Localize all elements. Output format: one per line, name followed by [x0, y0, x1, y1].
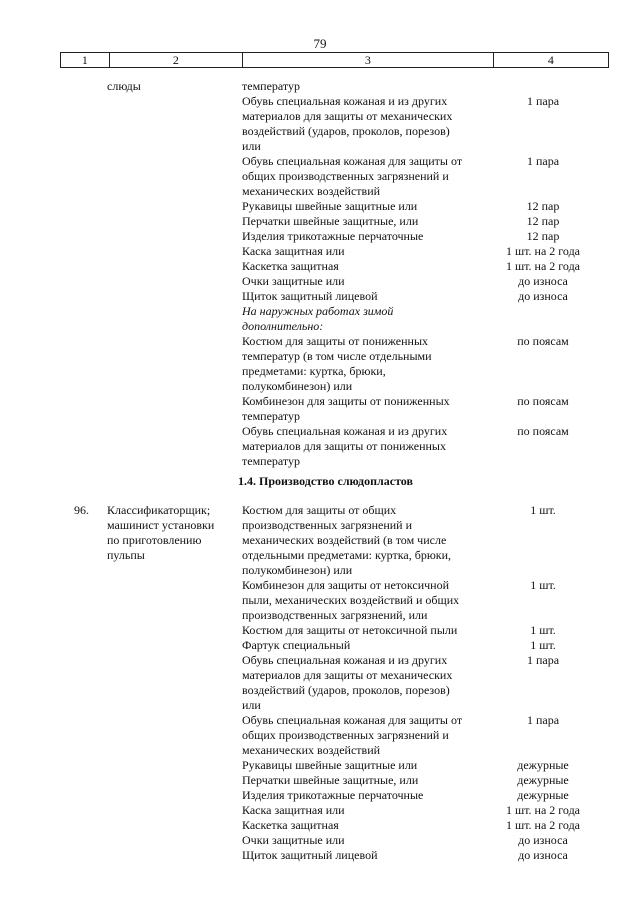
- item-quantity: по поясам: [517, 334, 569, 348]
- item-description: [242, 259, 492, 274]
- text-line: температур (в том числе отдельными: [242, 349, 432, 363]
- item-quantity: по поясам: [517, 424, 569, 438]
- text-line: общих производственных загрязнений и: [242, 728, 449, 742]
- text-line: машинист установки: [107, 518, 215, 532]
- text-line: Фартук специальный: [242, 638, 351, 652]
- text-line: механических воздействий: [242, 184, 381, 198]
- item-quantity: дежурные: [517, 788, 569, 802]
- item-quantity: 1 шт. на 2 года: [505, 818, 581, 832]
- header-col-1: 1: [61, 53, 110, 67]
- text-line: воздействий (ударов, проколов, порезов): [242, 683, 450, 697]
- text-line: материалов для защиты от пониженных: [242, 439, 446, 453]
- item-description: [242, 94, 492, 154]
- text-line: Костюм для защиты от пониженных: [242, 334, 429, 348]
- text-line: Очки защитные или: [242, 833, 345, 847]
- text-line: Щиток защитный лицевой: [242, 289, 378, 303]
- item-quantity: 1 пара: [526, 653, 560, 667]
- text-line: Каскетка защитная: [242, 259, 339, 273]
- header-col-4: 4: [547, 53, 554, 67]
- text-line: производственных загрязнений, или: [242, 608, 428, 622]
- text-line: Перчатки швейные защитные, или: [242, 214, 419, 228]
- text-line: механических воздействий: [242, 743, 381, 757]
- text-line: Рукавицы швейные защитные или: [242, 199, 418, 213]
- text-line: Обувь специальная кожаная и из других: [242, 653, 448, 667]
- text-line: Комбинезон для защиты от пониженных: [242, 394, 450, 408]
- text-line: Костюм для защиты от общих: [242, 503, 397, 517]
- text-line: Костюм для защиты от нетоксичной пыли: [242, 623, 458, 637]
- item-quantity: 1 шт.: [530, 578, 556, 592]
- text-line: Рукавицы швейные защитные или: [242, 758, 418, 772]
- text-line: полукомбинезон) или: [242, 379, 353, 393]
- text-line: Каска защитная или: [242, 244, 345, 258]
- text-line: На наружных работах зимой: [242, 304, 394, 318]
- item-description: [242, 788, 492, 803]
- item-quantity: дежурные: [517, 773, 569, 787]
- text-line: Классификаторщик;: [107, 503, 211, 517]
- item-quantity: 12 пар: [526, 214, 560, 228]
- item-quantity: 1 шт.: [530, 623, 556, 637]
- item-description: [242, 773, 492, 788]
- text-line: производственных загрязнений и: [242, 518, 413, 532]
- item-quantity: 1 шт. на 2 года: [505, 259, 581, 273]
- item-description: [242, 289, 492, 304]
- item-description: [242, 229, 492, 244]
- item-description: [242, 713, 492, 758]
- section-title: 1.4. Производство слюдопластов: [238, 474, 413, 488]
- item-quantity: до износа: [518, 274, 568, 288]
- item-description: [242, 818, 492, 833]
- header-col-3: 3: [243, 53, 494, 67]
- text-line: Каскетка защитная: [242, 818, 339, 832]
- item-description: [242, 503, 492, 578]
- item-description: [242, 848, 492, 863]
- text-line: Изделия трикотажные перчаточные: [242, 229, 424, 243]
- text-line: предметами: куртка, брюки,: [242, 364, 386, 378]
- item-quantity: 1 шт. на 2 года: [505, 244, 581, 258]
- text-line: Каска защитная или: [242, 803, 345, 817]
- item-description: [242, 578, 492, 623]
- text-line: Обувь специальная кожаная и из других: [242, 424, 448, 438]
- text-line: температур: [242, 409, 301, 423]
- text-line: Обувь специальная кожаная и из других: [242, 94, 448, 108]
- text-line: Очки защитные или: [242, 274, 345, 288]
- text-line: общих производственных загрязнений и: [242, 169, 449, 183]
- item-description: [242, 638, 492, 653]
- item-description: [242, 394, 492, 424]
- item-quantity: 12 пар: [526, 229, 560, 243]
- header-col-2: 2: [110, 53, 243, 67]
- text-line: Перчатки швейные защитные, или: [242, 773, 419, 787]
- text-line: воздействий (ударов, проколов, порезов): [242, 124, 450, 138]
- item-description: [242, 79, 492, 94]
- text-line: или: [242, 139, 261, 153]
- item-description: [242, 623, 492, 638]
- row-number: 96.: [74, 503, 89, 517]
- item-quantity: до износа: [518, 848, 568, 862]
- item-description: [242, 803, 492, 818]
- item-description: [242, 304, 492, 334]
- item-quantity: дежурные: [517, 758, 569, 772]
- text-line: материалов для защиты от механических: [242, 109, 453, 123]
- profession-name-96: [107, 503, 237, 563]
- profession-name-top: [107, 79, 237, 94]
- item-description: [242, 274, 492, 289]
- table-header: [60, 52, 609, 68]
- text-line: температур: [242, 454, 301, 468]
- item-quantity: 1 шт.: [530, 503, 556, 517]
- item-description: [242, 244, 492, 259]
- item-quantity: 1 пара: [526, 94, 560, 108]
- text-line: Изделия трикотажные перчаточные: [242, 788, 424, 802]
- text-line: Щиток защитный лицевой: [242, 848, 378, 862]
- item-quantity: 1 пара: [526, 154, 560, 168]
- text-line: пыли, механических воздействий и общих: [242, 593, 460, 607]
- page-number: 79: [313, 36, 327, 51]
- item-quantity: до износа: [518, 289, 568, 303]
- item-quantity: 1 шт. на 2 года: [505, 803, 581, 817]
- text-line: Комбинезон для защиты от нетоксичной: [242, 578, 450, 592]
- item-quantity: по поясам: [517, 394, 569, 408]
- text-line: по приготовлению: [107, 533, 202, 547]
- text-line: отдельными предметами: куртка, брюки,: [242, 548, 452, 562]
- item-quantity: 12 пар: [526, 199, 560, 213]
- text-line: пульпы: [107, 548, 145, 562]
- text-line: температур: [242, 79, 301, 93]
- item-description: [242, 334, 492, 394]
- item-description: [242, 199, 492, 214]
- item-description: [242, 833, 492, 848]
- item-quantity: 1 пара: [526, 713, 560, 727]
- text-line: механических воздействий (в том числе: [242, 533, 447, 547]
- item-description: [242, 424, 492, 469]
- item-quantity: до износа: [518, 833, 568, 847]
- item-description: [242, 653, 492, 713]
- text-line: или: [242, 698, 261, 712]
- text-line: полукомбинезон) или: [242, 563, 353, 577]
- text-line: материалов для защиты от механических: [242, 668, 453, 682]
- item-description: [242, 214, 492, 229]
- item-quantity: 1 шт.: [530, 638, 556, 652]
- item-description: [242, 154, 492, 199]
- text-line: Обувь специальная кожаная для защиты от: [242, 713, 463, 727]
- text-line: слюды: [107, 79, 141, 93]
- item-description: [242, 758, 492, 773]
- text-line: Обувь специальная кожаная для защиты от: [242, 154, 463, 168]
- text-line: дополнительно:: [242, 319, 324, 333]
